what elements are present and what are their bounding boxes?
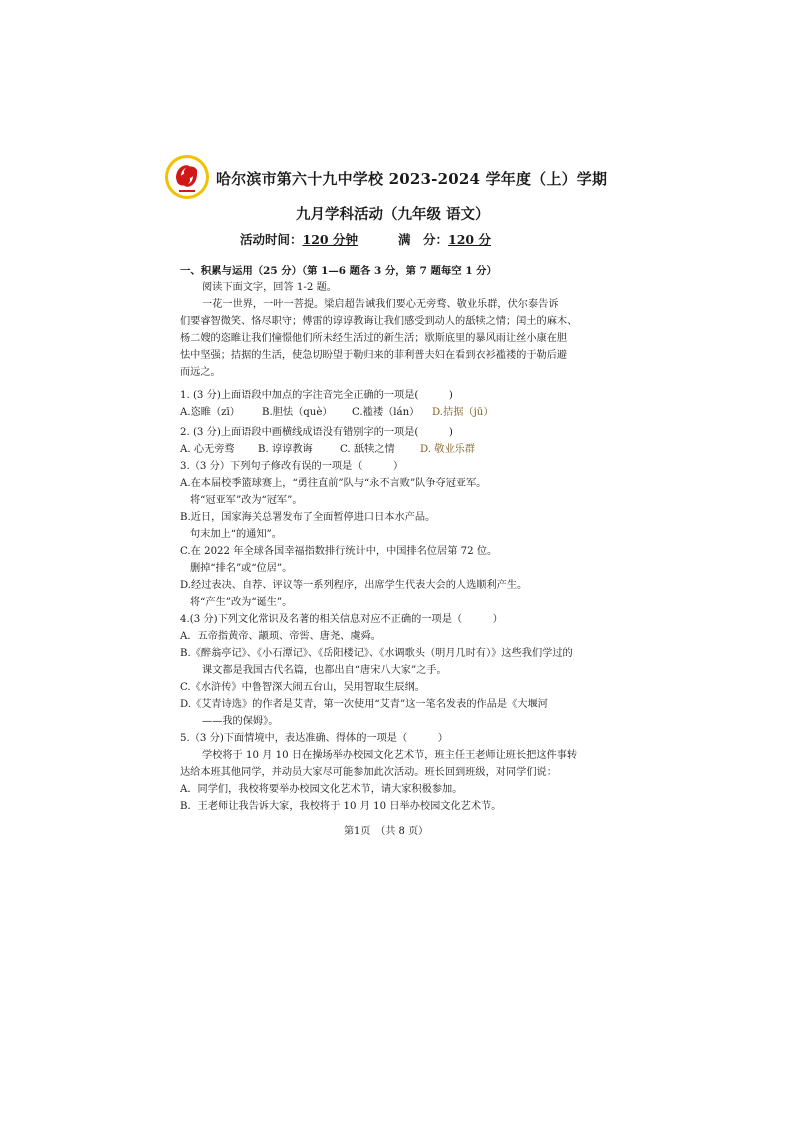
option-d: D.拮据（jū） xyxy=(432,407,494,418)
time-value: 120 分钟 xyxy=(302,232,358,247)
question-4-line: ——我的保姆》。 xyxy=(202,716,279,727)
question-3-line: 将“产生”改为“诞生”。 xyxy=(190,597,293,608)
question-4-line: B.《醉翁亭记》、《小石潭记》、《岳阳楼记》、《水调歌头（明月几时有）》这些我们学过的 xyxy=(180,648,573,659)
question-4-line: 课文都是我国古代名篇，也都出自“唐宋八大家”之手。 xyxy=(202,665,447,676)
page-title: 哈尔滨市第六十九中学校 2023-2024 学年度（上）学期 xyxy=(216,170,608,188)
option-c: C.褴褛（lán） xyxy=(352,407,420,418)
option-c: C. 舐犊之情 xyxy=(340,444,395,455)
exam-score xyxy=(398,230,491,248)
question-3-line: D.经过表决、自荐、评议等一系列程序，出席学生代表大会的人选顺利产生。 xyxy=(180,580,528,591)
passage-line: 们要睿智微笑、恪尽职守；傅雷的谆谆教诲让我们感受到动人的舐犊之情；闰土的麻木、 xyxy=(180,316,578,327)
option-a: A.恣睢（zī） xyxy=(180,407,240,418)
page-number: 第1页 （共 8 页） xyxy=(344,826,429,837)
option-a: A. 心无旁骛 xyxy=(180,444,235,455)
passage-line: 一花一世界，一叶一菩提。梁启超告诫我们要心无旁骛、敬业乐群，伏尔泰告诉 xyxy=(202,299,559,310)
school-emblem-icon xyxy=(164,154,210,200)
question-4-line: A．五帝指黄帝、颛顼、帝喾、唐尧、虞舜。 xyxy=(180,631,381,642)
question-5-option: A．同学们，我校将要举办校园文化艺术节，请大家积极参加。 xyxy=(180,784,463,795)
option-b: B. 谆谆教诲 xyxy=(258,444,313,455)
question-4-stem: 4.(3 分)下列文化常识及名著的相关信息对应不正确的一项是（ ） xyxy=(180,614,503,625)
question-3-line: 句末加上“的通知”。 xyxy=(190,529,282,540)
passage-line: 怯中坚强；拮据的生活，使急切盼望于勒归来的菲利普夫妇在看到衣衫褴褛的于勒后避 xyxy=(180,350,568,361)
question-2-stem: 2. (3 分)上面语段中画横线成语没有错别字的一项是( ) xyxy=(180,427,453,438)
question-3-line: B.近日，国家海关总署发布了全面暂停进口日本水产品。 xyxy=(180,512,436,523)
question-3-line: A.在本届校季篮球赛上，“勇往直前”队与“永不言败”队争夺冠亚军。 xyxy=(180,478,487,489)
question-1-stem: 1. (3 分)上面语段中加点的字注音完全正确的一项是( ) xyxy=(180,390,453,401)
question-3-line: 将“冠亚军”改为“冠军”。 xyxy=(190,495,303,506)
score-label: 满 分： xyxy=(398,232,449,247)
passage-line: 杨二嫂的恣睢让我们憧憬他们所未经生活过的新生活；歇斯底里的暴风雨让丝小康在胆 xyxy=(180,333,568,344)
exam-time xyxy=(240,230,358,248)
option-d: D. 敬业乐群 xyxy=(420,444,476,455)
question-4-line: D.《艾青诗选》的作者是艾青，第一次使用“艾青”这一笔名发表的作品是《大堰河 xyxy=(180,699,548,710)
option-b: B.胆怯（què） xyxy=(262,407,333,418)
question-3-line: C.在 2022 年全球各国幸福指数排行统计中，中国排名位居第 72 位。 xyxy=(180,546,498,557)
question-4-line: C.《水浒传》中鲁智深大闹五台山，吴用智取生辰纲。 xyxy=(180,682,425,693)
passage-line: 而远之。 xyxy=(180,367,221,378)
question-1-options xyxy=(180,405,494,421)
time-label: 活动时间： xyxy=(240,232,303,247)
question-5-context: 达给本班其他同学，并动员大家尽可能参加此次活动。班长回到班级，对同学们说： xyxy=(180,767,557,778)
question-5-context: 学校将于 10 月 10 日在操场举办校园文化艺术节，班主任王老师让班长把这件事转 xyxy=(202,750,578,761)
score-value: 120 分 xyxy=(448,232,491,247)
section-heading: 一、积累与运用（25 分）（第 1—6 题各 3 分，第 7 题每空 1 分） xyxy=(180,265,497,277)
question-5-option: B．王老师让我告诉大家，我校将于 10 月 10 日举办校园文化艺术节。 xyxy=(180,801,502,812)
page-subtitle: 九月学科活动（九年级 语文） xyxy=(296,206,490,223)
instruction: 阅读下面文字，回答 1-2 题。 xyxy=(202,282,337,293)
question-2-options xyxy=(180,442,475,458)
question-3-line: 删掉“排名”或“位居”。 xyxy=(190,563,293,574)
question-5-stem: 5.（3 分)下面情境中，表达准确、得体的一项是（ ） xyxy=(180,733,448,744)
question-3-stem: 3.（3 分）下列句子修改有误的一项是（ ） xyxy=(180,461,404,472)
